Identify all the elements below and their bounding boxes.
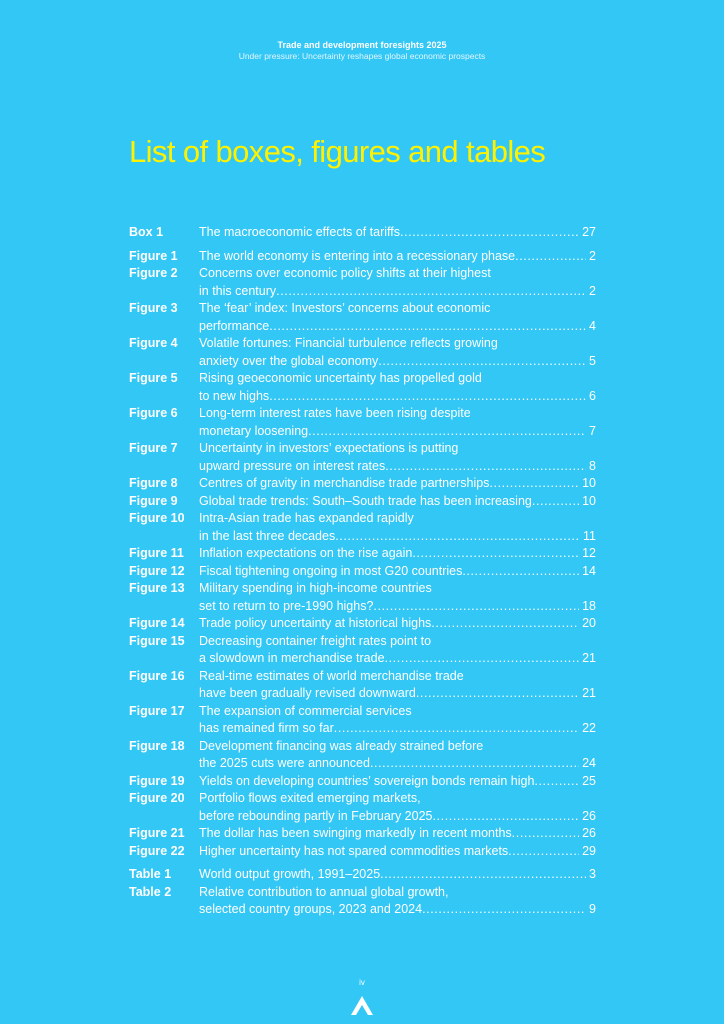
toc-entry-title-line: have been gradually revised downward: [199, 686, 416, 700]
toc-entry-label: Figure 15: [129, 633, 185, 648]
toc-entry-label: Figure 8: [129, 476, 178, 490]
toc-entry-page: 21: [582, 686, 596, 700]
toc-entry-label: Figure 3: [129, 301, 178, 315]
dot-leader: [422, 901, 586, 919]
dot-leader: [276, 283, 586, 301]
dot-leader: [308, 423, 586, 441]
toc-entry-label: Figure 13: [129, 581, 185, 595]
toc-entry-title-line: selected country groups, 2023 and 2024: [199, 902, 423, 916]
toc-entry-body: [199, 866, 596, 884]
toc-entry[interactable]: [129, 300, 596, 335]
running-header: [0, 40, 724, 62]
toc-entry[interactable]: [129, 475, 596, 493]
toc-entry-title-line: to new highs: [199, 388, 270, 403]
dot-leader: [412, 545, 579, 563]
toc-entry-body: [199, 370, 596, 405]
toc-entry[interactable]: [129, 224, 596, 242]
dot-leader: [512, 825, 579, 843]
toc-entry-label: Table 2: [129, 884, 172, 899]
toc-entry-title-line: The ‘fear’ index: Investors’ concerns about economic: [199, 301, 491, 315]
toc-entry-title-line: The macroeconomic effects of tariffs: [199, 225, 401, 239]
toc-entry[interactable]: [129, 510, 596, 545]
toc-entry-body: [199, 884, 596, 919]
toc-entry-label: Figure 20: [129, 791, 185, 805]
toc-entry-title-line: before rebounding partly in February 2025: [199, 808, 433, 823]
dot-leader: [378, 353, 586, 371]
toc-entry-body: [199, 843, 596, 861]
toc-entry-label: Figure 14: [129, 616, 185, 630]
report-subtitle: Under pressure: Uncertainty reshapes global economic prospects: [238, 51, 486, 61]
dot-leader: [432, 808, 579, 826]
toc-entry-body: [199, 790, 596, 825]
toc-entry-page: 25: [582, 773, 596, 788]
toc-entry[interactable]: [129, 370, 596, 405]
toc-entry-body: [199, 493, 596, 511]
toc-entry-page: 22: [582, 721, 596, 735]
toc-entry-page: 6: [589, 388, 596, 403]
toc-entry[interactable]: [129, 563, 596, 581]
toc-entry-title-line: monetary loosening: [199, 423, 309, 438]
toc-entry[interactable]: [129, 668, 596, 703]
toc-entry-title-line: Development financing was already strained before: [199, 738, 484, 753]
toc-entry[interactable]: [129, 545, 596, 563]
toc-entry-title-line: in the last three decades: [199, 528, 336, 543]
toc-entry-label: Figure 2: [129, 266, 178, 280]
toc-entry-page: 5: [589, 353, 596, 368]
dot-leader: [508, 843, 579, 861]
dot-leader: [335, 528, 580, 546]
toc-entry-body: [199, 580, 596, 615]
toc-entry-page: 21: [582, 651, 596, 665]
toc-entry-title-line: Yields on developing countries’ sovereign bonds remain high: [199, 773, 535, 788]
toc-entry-label: Figure 22: [129, 843, 185, 858]
toc-entry[interactable]: [129, 493, 596, 511]
toc-entry-title-line: The world economy is entering into a recessionary phase: [199, 248, 516, 263]
toc-entry-page: 27: [582, 225, 596, 239]
toc-entry[interactable]: [129, 773, 596, 791]
toc-entry-body: [199, 475, 596, 493]
toc-entry-body: [199, 510, 596, 545]
toc-entry-title-line: Military spending in high-income countries: [199, 581, 432, 595]
toc-entry[interactable]: [129, 633, 596, 668]
toc-entry-label: Box 1: [129, 225, 164, 239]
toc-entry-body: [199, 545, 596, 563]
unctad-chevron-icon: [350, 995, 374, 1017]
toc-entry-title-line: Fiscal tightening ongoing in most G20 countries: [199, 563, 463, 578]
toc-entry-label: Figure 17: [129, 703, 185, 718]
toc-entry-title-line: Uncertainty in investors’ expectations is putting: [199, 441, 459, 455]
toc-entry[interactable]: [129, 615, 596, 633]
toc-entry-body: [199, 738, 596, 773]
toc-entry-body: [199, 615, 596, 633]
dot-leader: [269, 388, 586, 406]
toc-entry-body: [199, 825, 596, 843]
toc-entry-title-line: World output growth, 1991–2025: [199, 867, 381, 881]
toc-entry-title-line: Intra-Asian trade has expanded rapidly: [199, 511, 414, 525]
page-number: iv: [359, 978, 365, 987]
toc-entry-label: Figure 10: [129, 511, 185, 525]
page-title: List of boxes, figures and tables: [129, 134, 546, 169]
toc-entry-title-line: Decreasing container freight rates point to: [199, 633, 432, 648]
toc-entry-title-line: Portfolio flows exited emerging markets,: [199, 791, 421, 805]
dot-leader: [269, 318, 586, 336]
toc-entry-page: 3: [589, 867, 596, 881]
toc-entry-page: 10: [582, 493, 596, 508]
toc-entry[interactable]: [129, 580, 596, 615]
toc-entry[interactable]: [129, 866, 596, 884]
toc-entry-title-line: Trade policy uncertainty at historical highs: [199, 616, 432, 630]
toc-entry-page: 2: [589, 248, 596, 263]
dot-leader: [534, 773, 579, 791]
toc-entry-title-line: Relative contribution to annual global growth,: [199, 884, 449, 899]
toc-entry-label: Figure 12: [129, 563, 185, 578]
toc-entry[interactable]: [129, 884, 596, 919]
dot-leader: [431, 615, 579, 633]
toc-entry-title-line: a slowdown in merchandise trade: [199, 651, 385, 665]
toc-entry[interactable]: [129, 440, 596, 475]
toc-entry-title-line: set to return to pre-1990 highs?: [199, 598, 374, 613]
dot-leader: [489, 475, 579, 493]
toc-entry-body: [199, 405, 596, 440]
toc-entry-title-line: Real-time estimates of world merchandise trade: [199, 668, 464, 683]
dot-leader: [416, 685, 579, 703]
dot-leader: [334, 720, 579, 738]
dot-leader: [532, 493, 579, 511]
toc-entry-title-line: Inflation expectations on the rise again: [199, 546, 413, 560]
toc-entry-label: Figure 18: [129, 738, 185, 753]
toc-entry[interactable]: [129, 703, 596, 738]
toc-entry[interactable]: [129, 790, 596, 825]
toc-entry-body: [199, 248, 596, 266]
dot-leader: [462, 563, 579, 581]
toc-entry-label: Figure 1: [129, 248, 178, 263]
dot-leader: [400, 224, 579, 242]
toc-entry[interactable]: [129, 335, 596, 370]
toc-entry-page: 12: [582, 546, 596, 560]
toc-entry-title-line: in this century: [199, 283, 277, 298]
toc-entry-label: Figure 6: [129, 406, 178, 420]
toc-entry-page: 8: [589, 458, 596, 473]
toc-entry-page: 29: [582, 843, 596, 858]
toc-entry-body: [199, 703, 596, 738]
toc-entry-page: 2: [589, 283, 596, 298]
toc-entry-body: [199, 563, 596, 581]
toc-entry-body: [199, 773, 596, 791]
toc-entry-title-line: Global trade trends: South–South trade has been increasing: [199, 493, 532, 508]
toc-entry-page: 11: [583, 528, 596, 543]
toc-entry-title-line: Volatile fortunes: Financial turbulence reflects growing: [199, 336, 498, 350]
toc-entry-title-line: The expansion of commercial services: [199, 703, 412, 718]
toc-entry[interactable]: [129, 405, 596, 440]
toc-entry-body: [199, 668, 596, 703]
toc-entry-title-line: Centres of gravity in merchandise trade partnerships: [199, 476, 490, 490]
toc-entry-page: 18: [582, 598, 596, 613]
toc-entry-page: 24: [582, 756, 596, 770]
toc-entry-page: 26: [582, 826, 596, 840]
toc-entry-title-line: upward pressure on interest rates: [199, 458, 386, 473]
dot-leader: [515, 248, 586, 266]
toc-entry-title-line: performance: [199, 318, 270, 333]
toc-entry-title-line: has remained firm so far: [199, 721, 334, 735]
toc-entry-label: Figure 7: [129, 441, 178, 455]
toc-entry-body: [199, 300, 596, 335]
toc-entry-page: 7: [589, 423, 596, 438]
toc-entry-title-line: Higher uncertainty has not spared commodities markets: [199, 843, 509, 858]
toc-entry-page: 26: [582, 808, 596, 823]
toc-entry-page: 14: [582, 563, 596, 578]
toc-list: [129, 224, 596, 919]
toc-entry-page: 10: [582, 476, 596, 490]
toc-entry-label: Figure 16: [129, 668, 185, 683]
toc-entry-label: Table 1: [129, 867, 172, 881]
report-title: Trade and development foresights 2025: [277, 40, 447, 50]
toc-entry-label: Figure 11: [129, 546, 184, 560]
toc-entry-label: Figure 9: [129, 493, 178, 508]
toc-entry-label: Figure 4: [129, 336, 178, 350]
toc-entry-body: [199, 224, 596, 242]
toc-entry-title-line: Long-term interest rates have been rising despite: [199, 406, 471, 420]
toc-entry-label: Figure 19: [129, 773, 185, 788]
toc-entry[interactable]: [129, 738, 596, 773]
toc-entry[interactable]: [129, 265, 596, 300]
toc-entry-title-line: anxiety over the global economy: [199, 353, 379, 368]
toc-entry[interactable]: [129, 843, 596, 861]
toc-entry-title-line: Concerns over economic policy shifts at their highest: [199, 266, 491, 280]
toc-entry-page: 9: [589, 902, 596, 916]
toc-entry[interactable]: [129, 248, 596, 266]
dot-leader: [370, 755, 579, 773]
toc-entry-label: Figure 5: [129, 371, 178, 385]
dot-leader: [373, 598, 579, 616]
toc-entry-title-line: the 2025 cuts were announced: [199, 756, 370, 770]
toc-entry-body: [199, 265, 596, 300]
dot-leader: [385, 650, 580, 668]
toc-entry-body: [199, 440, 596, 475]
toc-entry[interactable]: [129, 825, 596, 843]
toc-entry-title-line: The dollar has been swinging markedly in recent months: [199, 826, 512, 840]
dot-leader: [380, 866, 586, 884]
dot-leader: [385, 458, 586, 476]
toc-entry-page: 20: [582, 616, 596, 630]
toc-entry-title-line: Rising geoeconomic uncertainty has propelled gold: [199, 371, 482, 385]
toc-entry-body: [199, 633, 596, 668]
toc-entry-body: [199, 335, 596, 370]
toc-entry-page: 4: [589, 318, 596, 333]
toc-entry-label: Figure 21: [129, 826, 185, 840]
